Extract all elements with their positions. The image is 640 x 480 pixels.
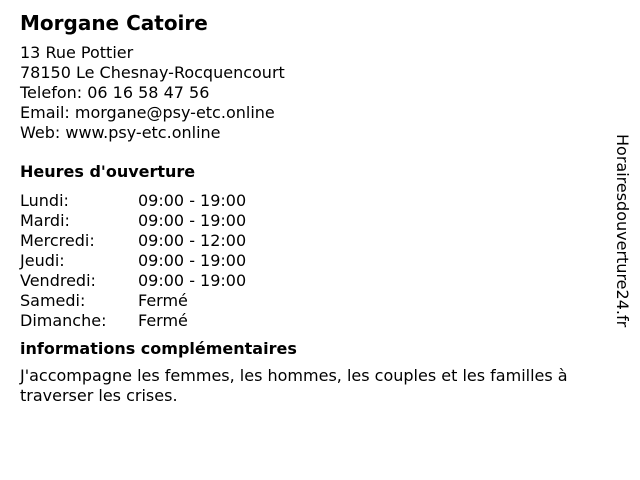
day-label: Jeudi: [20, 251, 65, 270]
day-label: Mercredi: [20, 231, 95, 250]
opening-hours-row-friday [20, 271, 605, 291]
opening-hours-row-saturday [20, 291, 605, 311]
business-name: Morgane Catoire [20, 11, 208, 35]
business-description: J'accompagne les femmes, les hommes, les couples et les familles à traverser les crises. [20, 366, 568, 405]
day-label: Samedi: [20, 291, 86, 310]
day-label: Mardi: [20, 211, 70, 230]
day-label: Dimanche: [20, 311, 107, 330]
street-address: 13 Rue Pottier [20, 43, 134, 62]
opening-hours-row-thursday [20, 251, 605, 271]
opening-hours-row-sunday [20, 311, 605, 331]
day-label: Lundi: [20, 191, 69, 210]
opening-time: 09:00 - 12:00 [138, 231, 247, 250]
additional-info-heading: informations complémentaires [20, 339, 297, 358]
opening-time: Fermé [138, 311, 188, 330]
opening-hours-row-tuesday [20, 211, 605, 231]
phone-number: Telefon: 06 16 58 47 56 [20, 83, 210, 102]
city-address: 78150 Le Chesnay-Rocquencourt [20, 63, 285, 82]
opening-time: 09:00 - 19:00 [138, 211, 247, 230]
opening-time: 09:00 - 19:00 [138, 191, 247, 210]
opening-time: 09:00 - 19:00 [138, 271, 247, 290]
day-label: Vendredi: [20, 271, 96, 290]
opening-time: 09:00 - 19:00 [138, 251, 247, 270]
site-watermark: Horairesdouverture24.fr [613, 134, 632, 328]
email-address: Email: morgane@psy-etc.online [20, 103, 275, 122]
opening-hours-row-wednesday [20, 231, 605, 251]
opening-time: Fermé [138, 291, 188, 310]
business-details [20, 10, 605, 406]
website-address: Web: www.psy-etc.online [20, 123, 221, 142]
opening-hours-heading: Heures d'ouverture [20, 162, 196, 181]
opening-hours-row-monday [20, 191, 605, 211]
